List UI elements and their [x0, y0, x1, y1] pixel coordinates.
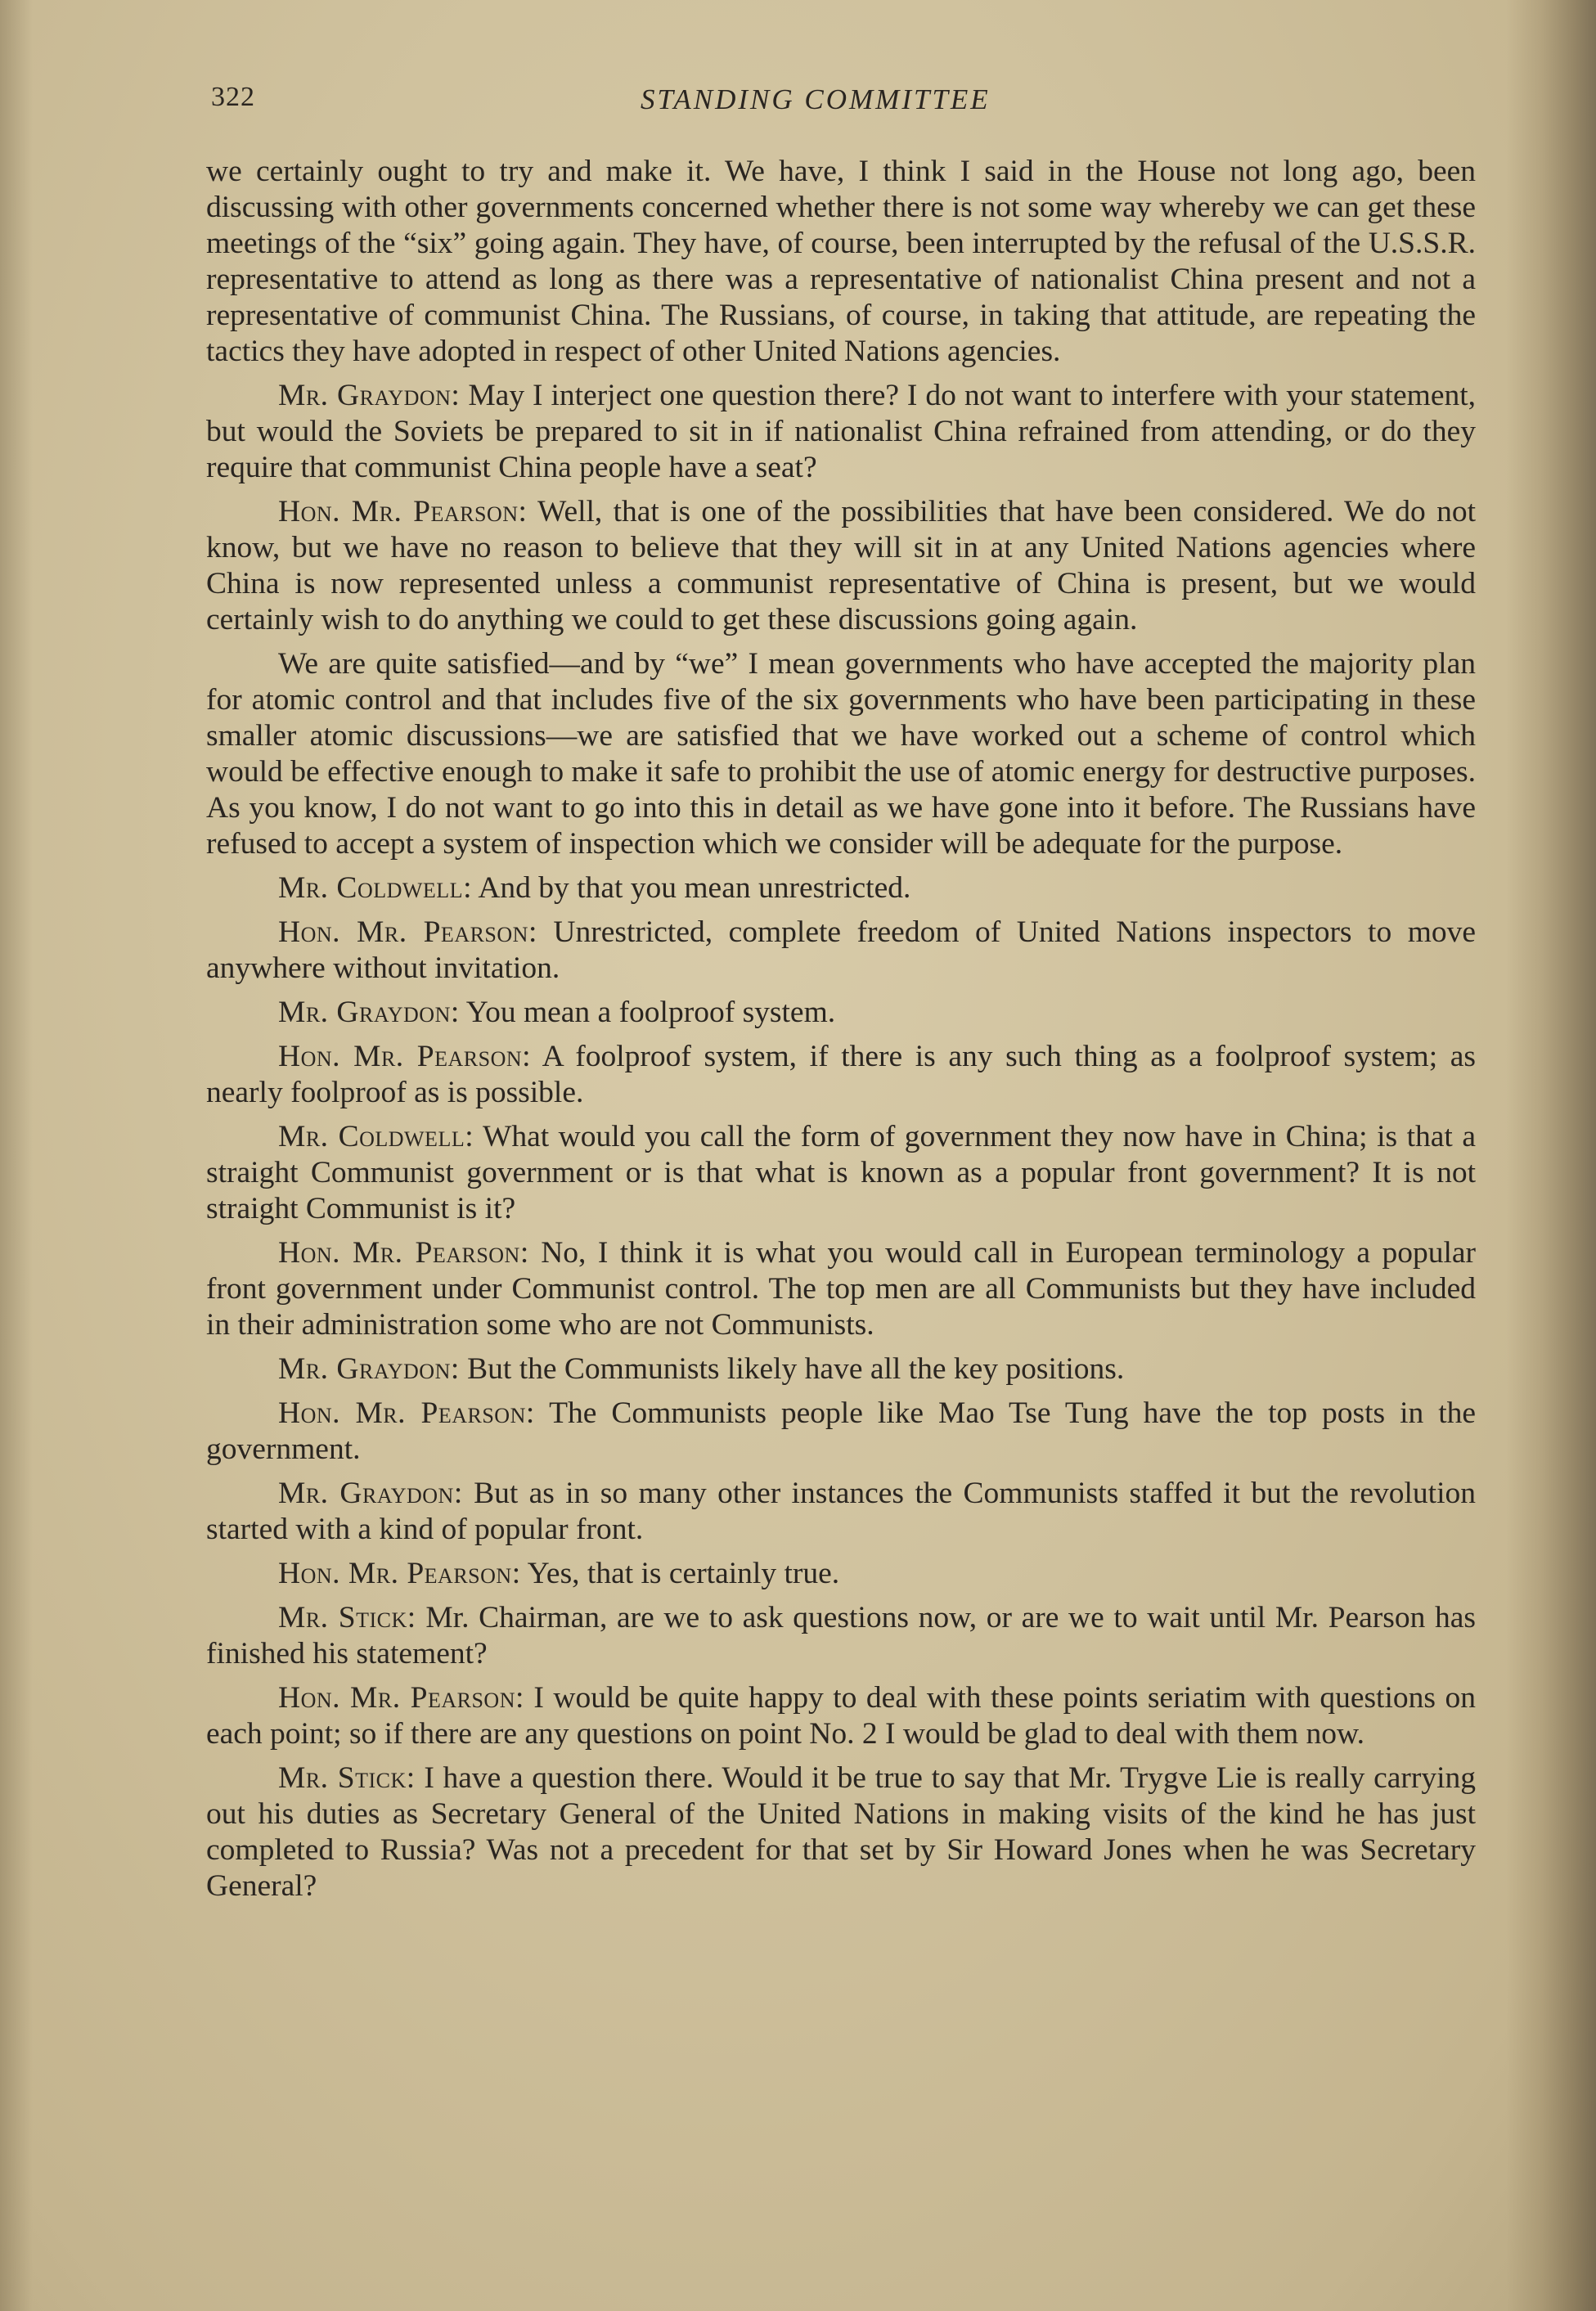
paragraph	[206, 154, 1476, 370]
paragraph	[206, 1039, 1476, 1111]
paragraph	[206, 995, 1476, 1031]
paragraph-text: Yes, that is certainly true.	[527, 1557, 840, 1590]
paragraph-text: I would be quite happy to deal with these points seriatim with questions on each point; so if there are any questions on point No. 2 I would be glad to deal with them now.	[206, 1681, 1477, 1751]
paragraph-text: Mr. Chairman, are we to ask questions now, or are we to wait until Mr. Pearson has finished his statement?	[206, 1601, 1477, 1670]
speaker-name: Mr. Graydon:	[278, 996, 460, 1029]
paragraph-text: But as in so many other instances the Communists staffed it but the revolution started with a kind of popular front.	[206, 1477, 1477, 1546]
paragraph	[206, 1235, 1476, 1343]
paragraph	[206, 1556, 1476, 1592]
speaker-name: Mr. Graydon:	[278, 379, 461, 412]
paragraph-text: And by that you mean unrestricted.	[478, 871, 911, 905]
paragraph	[206, 378, 1476, 486]
paragraph-text: We are quite satisfied—and by “we” I mean governments who have accepted the majority plan for atomic control and that includes five of the six governments who have been participating in these smaller atomic discussions—we are satisfied that we have worked out a scheme of control which would be effective enough to make it safe to prohibit the use of atomic energy for destructive purposes. As you know, I do not want to go into this in detail as we have gone into it before. The Russians have refused to accept a system of inspection which we consider will be adequate for the purpose.	[206, 647, 1476, 861]
paragraph-text: The Communists people like Mao Tse Tung have the top posts in the government.	[206, 1396, 1477, 1466]
paragraph	[206, 494, 1476, 638]
paragraph-text: No, I think it is what you would call in European terminology a popular front government under Communist control. The top men are all Communists but they have included in their administration some who are not Communists.	[206, 1236, 1476, 1342]
speaker-name: Mr. Stick:	[278, 1601, 416, 1634]
speaker-name: Hon. Mr. Pearson:	[278, 1681, 524, 1715]
speaker-name: Hon. Mr. Pearson:	[278, 1557, 521, 1590]
paragraph	[206, 915, 1476, 987]
paragraph	[206, 1760, 1476, 1904]
paragraph	[206, 646, 1476, 862]
page-left-edge-shadow	[0, 0, 33, 2311]
page-number: 322	[211, 82, 255, 112]
paragraph-text: May I interject one question there? I do not want to interfere with your statement, but would the Soviets be prepared to sit in if nationalist China refrained from attending, or do they require that communist China people have a seat?	[206, 379, 1477, 484]
speaker-name: Hon. Mr. Pearson:	[278, 495, 528, 528]
paragraph	[206, 870, 1476, 906]
paragraph-text: What would you call the form of government they now have in China; is that a straight Communist government or is that what is known as a popular front government? It is not straight Communist is it?	[206, 1120, 1476, 1225]
page-binding-shadow	[1506, 0, 1596, 2311]
paragraph-text: we certainly ought to try and make it. We have, I think I said in the House not long ago, been discussing with other governments concerned whether there is not some way whereby we can get these meetings of the “six” going again. They have, of course, been interrupted by the refusal of the U.S.S.R. representative to attend as long as there was a representative of nationalist China present and not a representative of communist China. The Russians, of course, in taking that attitude, are repeating the tactics they have adopted in respect of other United Nations agencies.	[206, 155, 1476, 368]
paragraph	[206, 1476, 1476, 1548]
paragraph	[206, 1396, 1476, 1468]
paragraph-text: Unrestricted, complete freedom of United Nations inspectors to move anywhere without invitation.	[206, 915, 1477, 985]
paragraph	[206, 1351, 1476, 1387]
paragraph	[206, 1680, 1476, 1752]
paragraph-text: A foolproof system, if there is any such thing as a foolproof system; as nearly foolproof as is possible.	[206, 1040, 1476, 1109]
body-text	[206, 154, 1476, 1913]
speaker-name: Mr. Coldwell:	[278, 871, 472, 905]
paragraph-text: I have a question there. Would it be true to say that Mr. Trygve Lie is really carrying out his duties as Secretary General of the United Nations in making visits of the kind he has just completed to Russia? Was not a precedent for that set by Sir Howard Jones when he was Secretary General?	[206, 1761, 1477, 1903]
paragraph	[206, 1119, 1476, 1227]
speaker-name: Mr. Graydon:	[278, 1352, 460, 1386]
speaker-name: Hon. Mr. Pearson:	[278, 1040, 532, 1073]
speaker-name: Mr. Coldwell:	[278, 1120, 474, 1153]
paragraph-text: Well, that is one of the possibilities that have been considered. We do not know, but we have no reason to believe that they will sit in at any United Nations agencies where China is now represented unless a communist representative of China is present, but we would certainly wish to do anything we could to get these discussions going again.	[206, 495, 1476, 636]
running-head: STANDING COMMITTEE	[641, 83, 991, 115]
speaker-name: Hon. Mr. Pearson:	[278, 915, 537, 949]
speaker-name: Hon. Mr. Pearson:	[278, 1236, 529, 1270]
speaker-name: Mr. Graydon:	[278, 1477, 463, 1510]
speaker-name: Mr. Stick:	[278, 1761, 416, 1795]
paragraph	[206, 1600, 1476, 1672]
speaker-name: Hon. Mr. Pearson:	[278, 1396, 535, 1430]
paragraph-text: But the Communists likely have all the key positions.	[467, 1352, 1125, 1386]
paragraph-text: You mean a foolproof system.	[465, 996, 836, 1029]
page-header	[211, 75, 1471, 124]
